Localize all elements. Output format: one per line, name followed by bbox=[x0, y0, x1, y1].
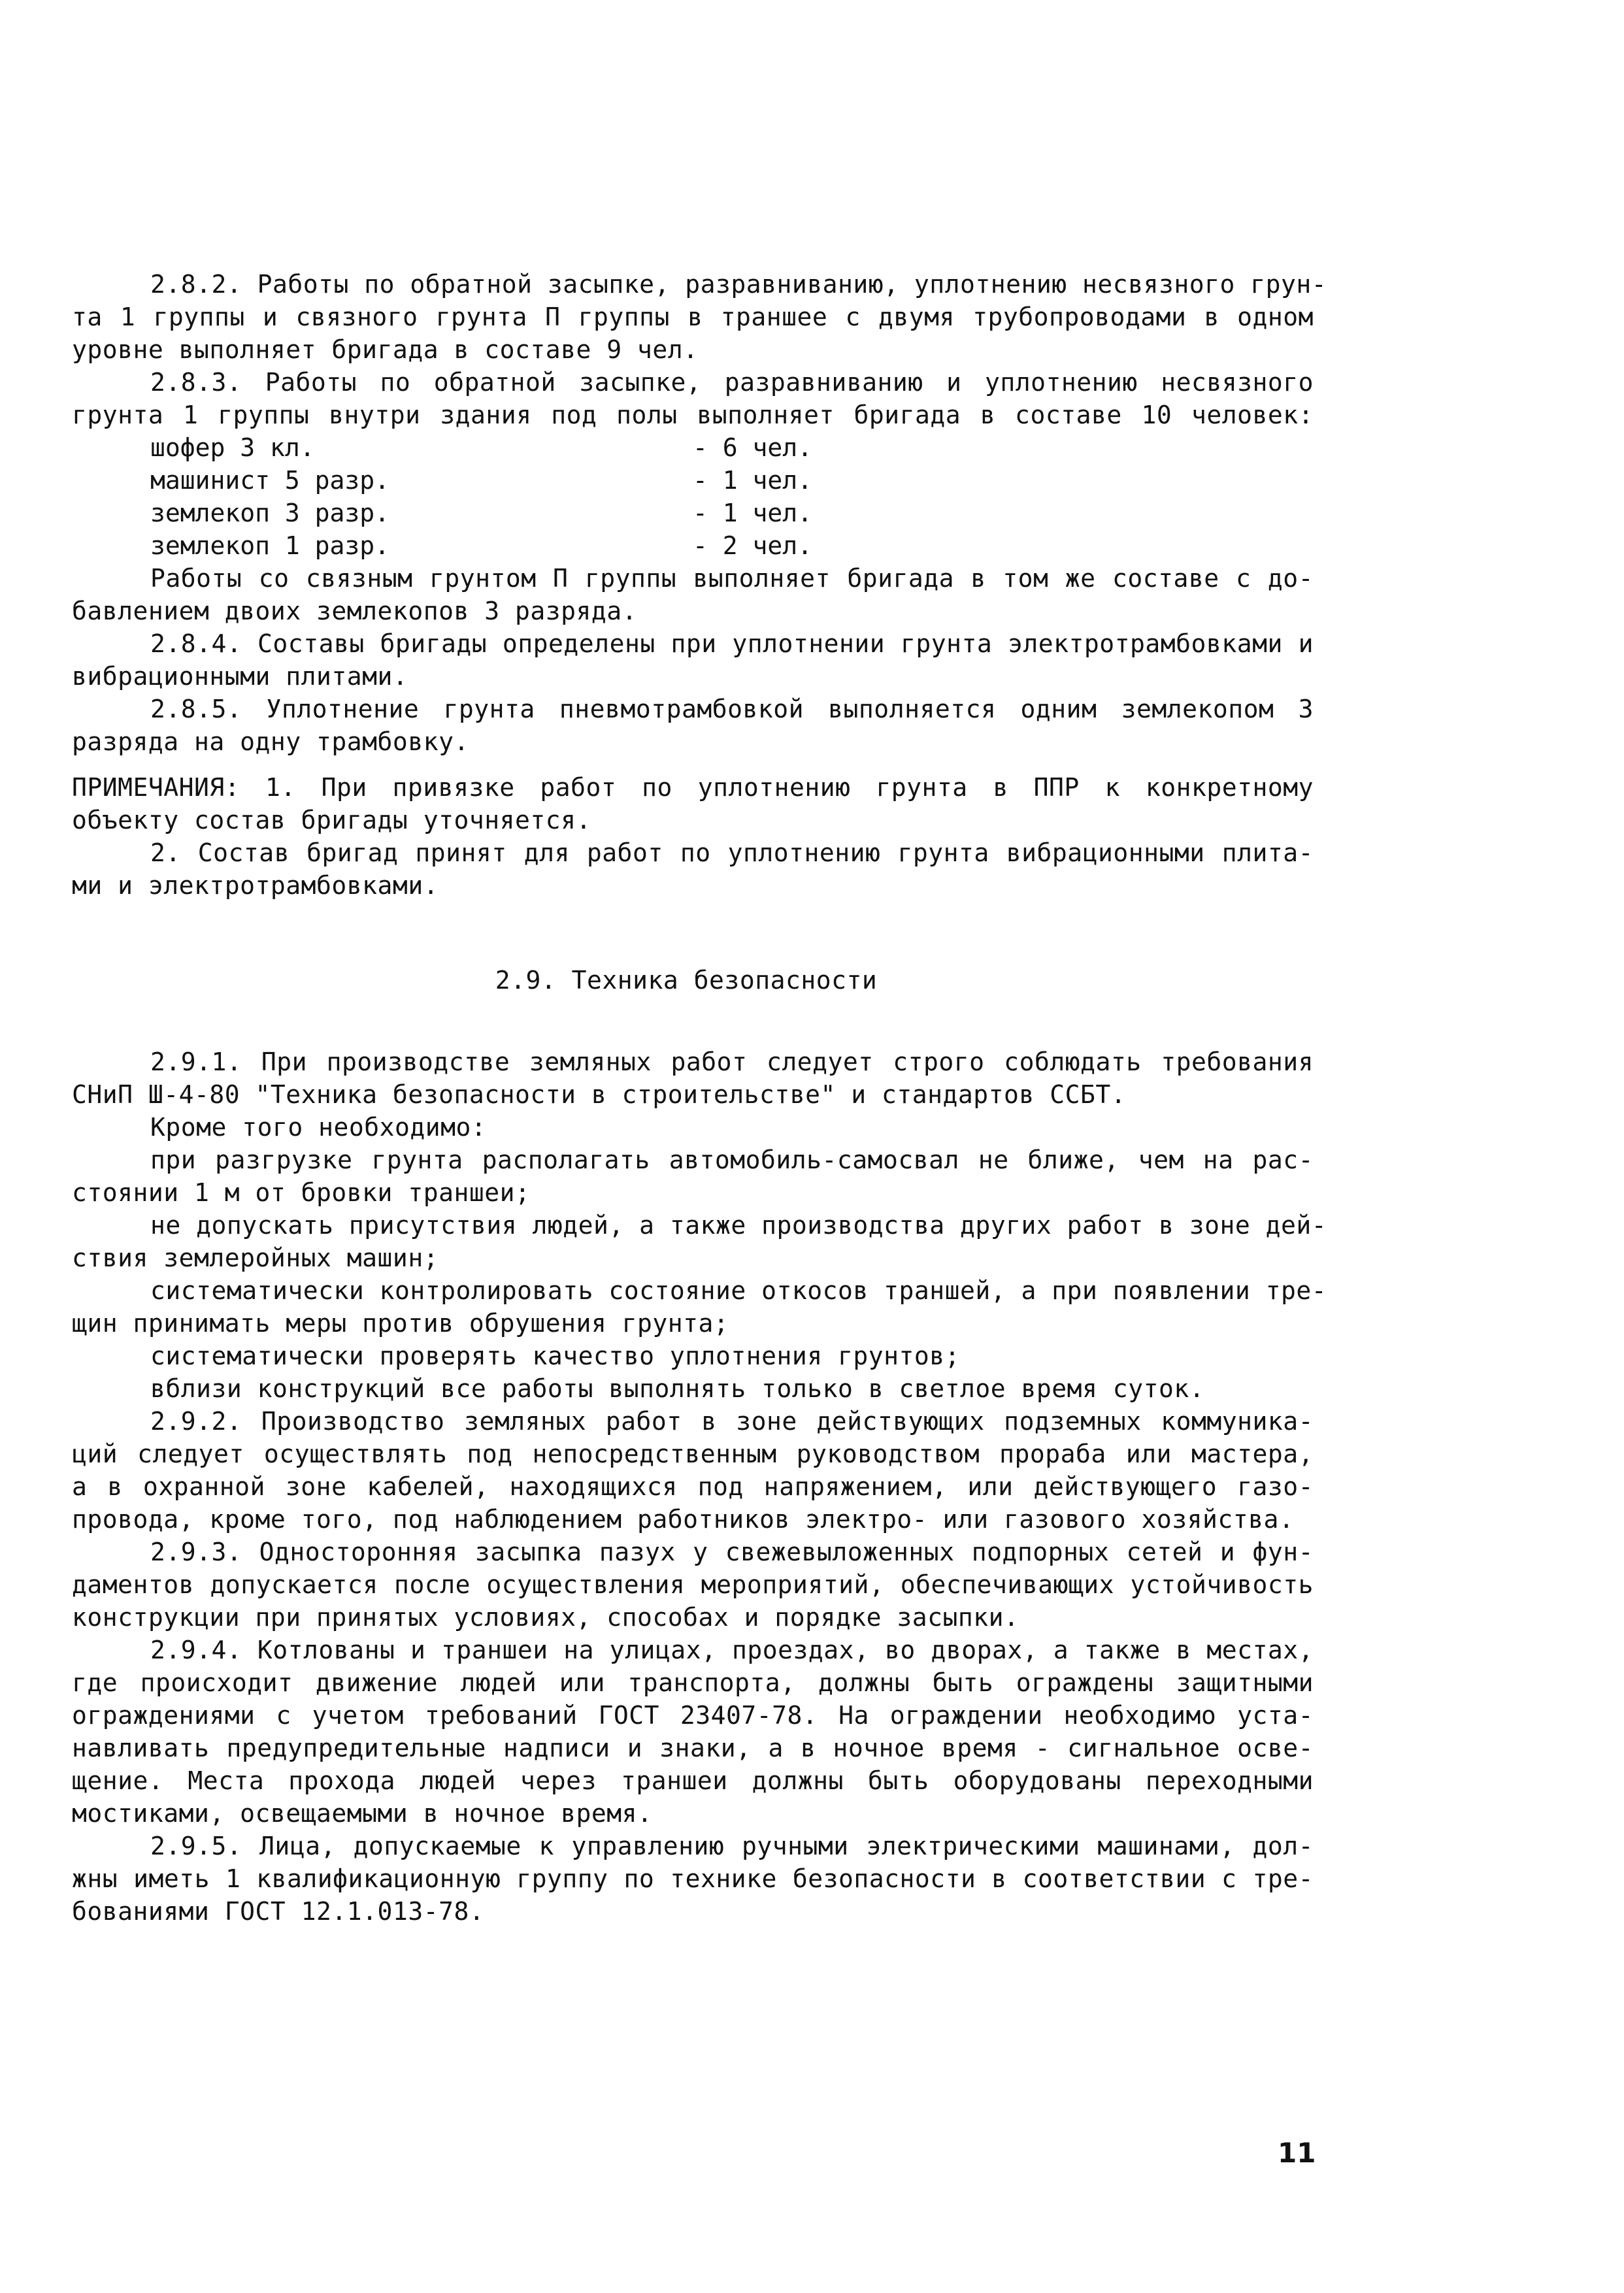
paragraph-line: ций следует осуществлять под непосредственным руководством прораба или мастера, bbox=[72, 1440, 1314, 1468]
paragraph-line: бованиями ГОСТ 12.1.013-78. bbox=[72, 1897, 485, 1926]
paragraph-line: 2.9.5. Лица, допускаемые к управлению ручными электрическими машинами, дол- bbox=[150, 1832, 1314, 1860]
notes-line: ПРИМЕЧАНИЯ: 1. При привязке работ по уплотнению грунта в ППР к конкретному bbox=[72, 773, 1314, 802]
bullet-line: ствия землеройных машин; bbox=[72, 1244, 439, 1272]
bullet-line: при разгрузке грунта располагать автомобиль-самосвал не ближе, чем на рас- bbox=[150, 1146, 1314, 1174]
crew-count: - 1 чел. bbox=[693, 499, 813, 527]
paragraph-line: Кроме того необходимо: bbox=[150, 1113, 487, 1142]
crew-role: машинист 5 разр. bbox=[150, 466, 390, 495]
paragraph-line: жны иметь 1 квалификационную группу по технике безопасности в соответствии с тре- bbox=[72, 1864, 1314, 1893]
paragraph-line: мостиками, освещаемыми в ночное время. bbox=[72, 1799, 653, 1828]
paragraph-line: 2.8.5. Уплотнение грунта пневмотрамбовкой выполняется одним землекопом 3 bbox=[150, 695, 1314, 723]
paragraph-line: 2.9.1. При производстве земляных работ следует строго соблюдать требования bbox=[150, 1048, 1314, 1076]
bullet-line: систематически контролировать состояние откосов траншей, а при появлении тре- bbox=[150, 1276, 1327, 1305]
paragraph-line: 2.9.3. Односторонняя засыпка пазух у свежевыложенных подпорных сетей и фун- bbox=[150, 1538, 1314, 1566]
crew-count: - 2 чел. bbox=[693, 531, 813, 560]
paragraph-line: 2.9.2. Производство земляных работ в зоне действующих подземных коммуника- bbox=[150, 1407, 1314, 1436]
crew-role: землекоп 3 разр. bbox=[150, 499, 390, 527]
bullet-line: не допускать присутствия людей, а также производства других работ в зоне дей- bbox=[150, 1211, 1327, 1240]
paragraph-line: даментов допускается после осуществления мероприятий, обеспечивающих устойчивость bbox=[72, 1570, 1314, 1599]
paragraph-line: навливать предупредительные надписи и знаки, а в ночное время - сигнальное осве- bbox=[72, 1734, 1314, 1762]
paragraph-line: Работы со связным грунтом П группы выполняет бригада в том же составе с до- bbox=[150, 564, 1314, 593]
paragraph-line: уровне выполняет бригада в составе 9 чел. bbox=[72, 335, 699, 364]
paragraph-line: 2.9.4. Котлованы и траншеи на улицах, проездах, во дворах, а также в местах, bbox=[150, 1636, 1314, 1664]
page-number: 11 bbox=[1278, 2137, 1316, 2169]
paragraph-line: вибрационными плитами. bbox=[72, 662, 408, 691]
paragraph-line: 2.8.3. Работы по обратной засыпке, разравниванию и уплотнению несвязного bbox=[150, 368, 1314, 397]
crew-count: - 6 чел. bbox=[693, 433, 813, 462]
notes-line: объекту состав бригады уточняется. bbox=[72, 806, 591, 834]
notes-line: ми и электротрамбовками. bbox=[72, 871, 439, 900]
crew-role: землекоп 1 разр. bbox=[150, 531, 390, 560]
paragraph-line: 2.8.2. Работы по обратной засыпке, разравниванию, уплотнению несвязного грун- bbox=[150, 270, 1327, 299]
paragraph-line: щение. Места прохода людей через траншеи должны быть оборудованы переходными bbox=[72, 1766, 1314, 1795]
notes-line: 2. Состав бригад принят для работ по уплотнению грунта вибрационными плита- bbox=[150, 838, 1314, 867]
paragraph-line: 2.8.4. Составы бригады определены при уплотнении грунта электротрамбовками и bbox=[150, 629, 1314, 658]
paragraph-line: та 1 группы и связного грунта П группы в траншее с двумя трубопроводами в одном bbox=[72, 303, 1314, 331]
paragraph-line: разряда на одну трамбовку. bbox=[72, 727, 469, 756]
paragraph-line: бавлением двоих землекопов 3 разряда. bbox=[72, 597, 637, 625]
section-heading: 2.9. Техника безопасности bbox=[495, 966, 878, 995]
bullet-line: систематически проверять качество уплотнения грунтов; bbox=[150, 1342, 961, 1370]
paragraph-line: СНиП Ш-4-80 "Техника безопасности в строительстве" и стандартов ССБТ. bbox=[72, 1080, 1127, 1109]
crew-count: - 1 чел. bbox=[693, 466, 813, 495]
paragraph-line: где происходит движение людей или транспорта, должны быть ограждены защитными bbox=[72, 1668, 1314, 1697]
paragraph-line: конструкции при принятых условиях, способах и порядке засыпки. bbox=[72, 1603, 1019, 1632]
paragraph-line: провода, кроме того, под наблюдением работников электро- или газового хозяйства. bbox=[72, 1505, 1295, 1534]
crew-role: шофер 3 кл. bbox=[150, 433, 315, 462]
paragraph-line: а в охранной зоне кабелей, находящихся под напряжением, или действующего газо- bbox=[72, 1472, 1314, 1501]
paragraph-line: грунта 1 группы внутри здания под полы выполняет бригада в составе 10 человек: bbox=[72, 401, 1314, 429]
paragraph-line: ограждениями с учетом требований ГОСТ 23407-78. На ограждении необходимо уста- bbox=[72, 1701, 1314, 1730]
bullet-line: вблизи конструкций все работы выполнять только в светлое время суток. bbox=[150, 1374, 1205, 1403]
bullet-line: щин принимать меры против обрушения грунта; bbox=[72, 1309, 729, 1338]
bullet-line: стоянии 1 м от бровки траншеи; bbox=[72, 1178, 531, 1207]
